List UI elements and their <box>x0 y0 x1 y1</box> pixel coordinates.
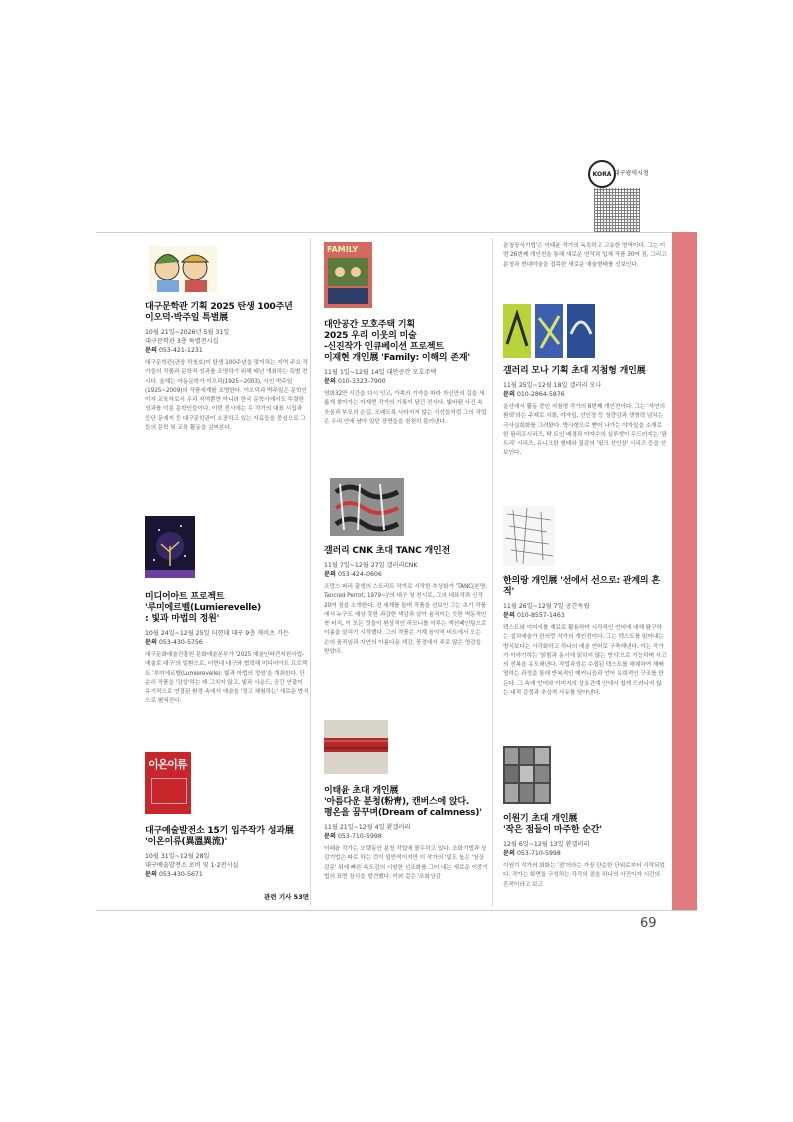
mono-dots-tiles-image <box>503 746 551 804</box>
exhibition-date: 11월 7일~12월 27일 갤러리CNK <box>324 562 418 569</box>
section-color-bar <box>672 232 697 911</box>
family-poster-image <box>324 242 372 308</box>
exhibition-title: 이태윤 초대 개인展 '아름다운 분청(粉靑), 캔버스에 앉다. 평온을 꿈꾸며(Dream of calmness)' <box>324 786 482 818</box>
exhibition-entry <box>503 506 667 698</box>
starry-tree-book-image <box>145 516 195 578</box>
exhibition-contact: 문의 053-421-1231 <box>145 347 203 354</box>
exhibition-description: 영화32만 시간을 다시 잇고, 가족의 기억을 따라 자신만의 길을 새롭게 찾아가는 이재현 작가의 기록이 담긴 전시다. 빛바랜 사진 속 웃음과 부모의 손길, 오래도록 사라지지 않는 시선들처럼 그의 작업은 우리 안에 남아 있던 장면들을 천천히 불러낸다. <box>324 391 487 425</box>
exhibition-date: 11월 25일~12월 18일 갤러리 모나 <box>503 382 602 389</box>
exhibition-description: 이원기 작가의 회화는 '점'이라는 가장 단순한 단위로부터 시작되었다. 작가는 화면을 구성하는 각각의 점을 하나의 사건이자 시간의 흔적이라고 보고 <box>503 863 665 888</box>
exhibition-entry <box>324 720 488 882</box>
exhibition-title: 대구예술발전소 15기 입주작가 성과展 '이온이류(異溫異流)' <box>145 826 294 847</box>
exhibition-description: 프랑스 파리 출생의 스트리트 작가로 시작한 추상화가 'TANC(본명: Tancred Perrot, 1979~)'의 대구 첫 전시로, 그의 대표작과 신작 20여 점을 소개한다. 전 세계를 돌며 작품을 선보인 그는 초기 작품에서 누구도 예상 못한 과감한 색감과 살아 움직이는 듯한 역동적인 붓 터치, 이 모든 것들이 환상적인 하모니를 이루는 액션페인팅으로 이름을 알리기 시작했다. 그의 작품은 기계 음악적 비트에서 오는 손의 움직임과 자연의 아름다운 색감, 풍경에서 주로 많은 영감을 받았다. <box>324 584 487 656</box>
exhibition-description: 대구문화예술진흥원 문화예술본부가 '2025 예술인파견지원사업-예술로 대구'의 일환으로, 더현대 대구와 협력해 미디어아트 프로젝트 '루미에르벨(Lumierevelle): 빛과 마법의 정원'을 개최한다. 단순히 작품을 '감상'하는 데 그치지 않고, 빛과 사운드, 공간 연출이 유기적으로 연결된 환경 속에서 예술을 '경고 체험하는' 새로운 방식으로 펼쳐진다. <box>145 652 309 705</box>
exhibition-description: 이태윤 작가는 오랫동안 분청 작업에 몰두하고 있다. 조화기법과 상감기법은 따로 하는 것이 일반적이지만 이 작가의 '밑도 높은 '청상감문' 위에 빠른 속도감의 시원한 선조화를 그어 내는 새로운 이중기법의 표면 장식을 발견했다. 이와 같은 '조화상감 <box>324 846 488 880</box>
exhibition-title: 미디어아트 프로젝트 '루미에르벨(Lumierevelle) : 빛과 마법의 정원' <box>145 592 261 624</box>
cartoon-portrait-image <box>149 246 217 292</box>
exhibition-contact: 문의 053-430-5756 <box>145 639 203 646</box>
column-divider <box>310 238 311 906</box>
brand-logo: KORA <box>588 160 616 188</box>
exhibition-description: 대구문학관(관장 하청호)이 탄생 100주년을 맞이하는 지역 주요 작가들의 작품과 문학적 성과를 조명하기 위해 매년 개최하는 특별 전시다. 올해는 아동문학가 이오덕(1925~2003), 시인 박주일(1925~2009)의 작품세계를 조명한다. 이오덕과 박주일은 문학인이자 교육자로서 우리 지역뿐만 아니라 한국 문학사에서도 뚜렷한 성과를 이룬 문학인들이다. 이번 전시에는 두 작가의 대표 시집과 등단 문예지 등 대구문학관이 소장하고 있는 자료들을 중심으로 그들의 문학 및 교육 활동을 살펴본다. <box>145 360 308 432</box>
brand-name: 대구광역시청 <box>614 170 649 177</box>
line-drawing-image <box>503 506 555 566</box>
exhibition-entry <box>503 746 667 890</box>
exhibition-contact: 문의 053-424-0606 <box>324 571 382 578</box>
exhibition-entry <box>145 516 309 707</box>
exhibition-date: 12월 6일~12월 13일 환갤러리 <box>503 841 590 848</box>
page-number: 69 <box>640 916 657 931</box>
graffiti-letters-image <box>330 478 404 536</box>
top-rule <box>96 232 697 233</box>
red-poster-image <box>145 752 191 814</box>
exhibition-entry <box>145 752 309 879</box>
page-header <box>588 160 668 232</box>
exhibition-date: 11월 1일~12월 14일 대안공간 모호주택 <box>324 369 437 376</box>
exhibition-date: 11월 26일~12월 7일 공간독립 <box>503 603 590 610</box>
red-textured-canvas-image <box>324 720 388 774</box>
continued-text <box>503 242 667 270</box>
exhibition-description: 울산에서 활동 중인 지첨형 작가의 6번째 개인전이다. 그는 '자연의 환희'라는 주제로 식물, 야자잎, 선인장 등 청량감과 생명력 넘치는 극사실회화를 그려왔다. 방사형으로 뻗어 나가는 야자잎을 소재로 한 팜리프시리즈, 탁 트인 배경과 야자수의 실루엣이 두드러지는 '팜트리' 시리즈, 유니크한 형태와 질감의 '핑크 선인장' 시리즈 등을 선보인다. <box>503 404 667 457</box>
exhibition-contact: 문의 053-430-5671 <box>145 871 203 878</box>
poster-text: FAMILY <box>327 245 359 254</box>
exhibition-date: 10월 24일~12월 25일 더현대 대구 9층 게이츠 가든 <box>145 630 290 637</box>
exhibition-entry <box>145 246 309 433</box>
exhibition-contact: 문의 010-2864-5876 <box>503 391 565 398</box>
exhibition-description: 텍스트와 이미지를 재료로 활용하여 시각적인 언어에 대해 탐구하는 설치예술가 한의랑 작가의 개인전이다. 그는 텍스트를 읽어내는 방식보다는 시각화하고 하나의 예술 언어로 구축해낸다. 이는 작가가 이야기하는 '읽힘과 동시에 읽히지 않는 방식'으로 기능하며 사고의 전복을 유도해낸다. 작업과정은 수집된 텍스트를 해체하여 재배열하는 과정을 통해 반복적인 메커니즘과 언어 유희적인 구조를 만든다. 그 속에 언어와 이미지의 상호관계 안에서 쉽게 드러나지 않는 내적 감정과 추상적 사유를 담아낸다. <box>503 625 667 697</box>
exhibition-title: 대구문학관 기획 2025 탄생 100주년 이오덕·박주일 특별展 <box>145 302 293 323</box>
exhibition-contact: 문의 053-710-5998 <box>324 833 382 840</box>
exhibition-contact: 문의 010-8557-1463 <box>503 612 565 619</box>
exhibition-date: 11월 21일~12월 4일 환갤러리 <box>324 824 411 831</box>
exhibition-contact: 문의 010-3323-7900 <box>324 378 386 385</box>
exhibition-title: 이원기 초대 개인展 '작은 점들이 마주한 순간' <box>503 814 602 835</box>
exhibition-title: 한의랑 개인展 '선에서 선으로: 관계의 흔적' <box>503 576 660 597</box>
exhibition-entry <box>324 478 488 657</box>
exhibition-entry <box>503 304 667 459</box>
qr-code-icon[interactable] <box>594 188 640 232</box>
exhibition-contact: 문의 053-710-5998 <box>503 850 561 857</box>
column-divider <box>492 238 493 906</box>
exhibition-title: 갤러리 CNK 초대 TANC 개인전 <box>324 546 450 556</box>
exhibition-entry <box>324 242 488 427</box>
exhibition-title: 대안공간 모호주택 기획 2025 우리 이웃의 미술 -신진작가 인큐베이션 프로젝트 이재현 개인展 'Family: 이해의 존재' <box>324 320 470 363</box>
exhibition-description: 분청장식기법'은 이태윤 작가의 독특하고 고유한 영역이다. 그는 이번 26번째 개인전을 통해 새로운 연작과 입체 작품 30여 점, 그리고 분청과 현대미술을 접목한 새로운 예술형태를 선보인다. <box>503 243 667 268</box>
exhibition-date: 10월 21일~2026년 5월 31일 대구문학관 3층 특별전시실 <box>145 329 230 345</box>
color-abstract-triptych-image <box>503 304 595 358</box>
poster-text: 이온이류 <box>148 758 187 771</box>
exhibition-date: 10월 31일~12월 28일 대구예술발전소 로비 및 1·2전시실 <box>145 853 239 869</box>
related-articles-link[interactable]: 관련 기사 53면 <box>264 893 309 901</box>
bottom-rule <box>96 910 697 911</box>
exhibition-title: 갤러리 모나 기획 초대 지첨형 개인展 <box>503 366 646 376</box>
